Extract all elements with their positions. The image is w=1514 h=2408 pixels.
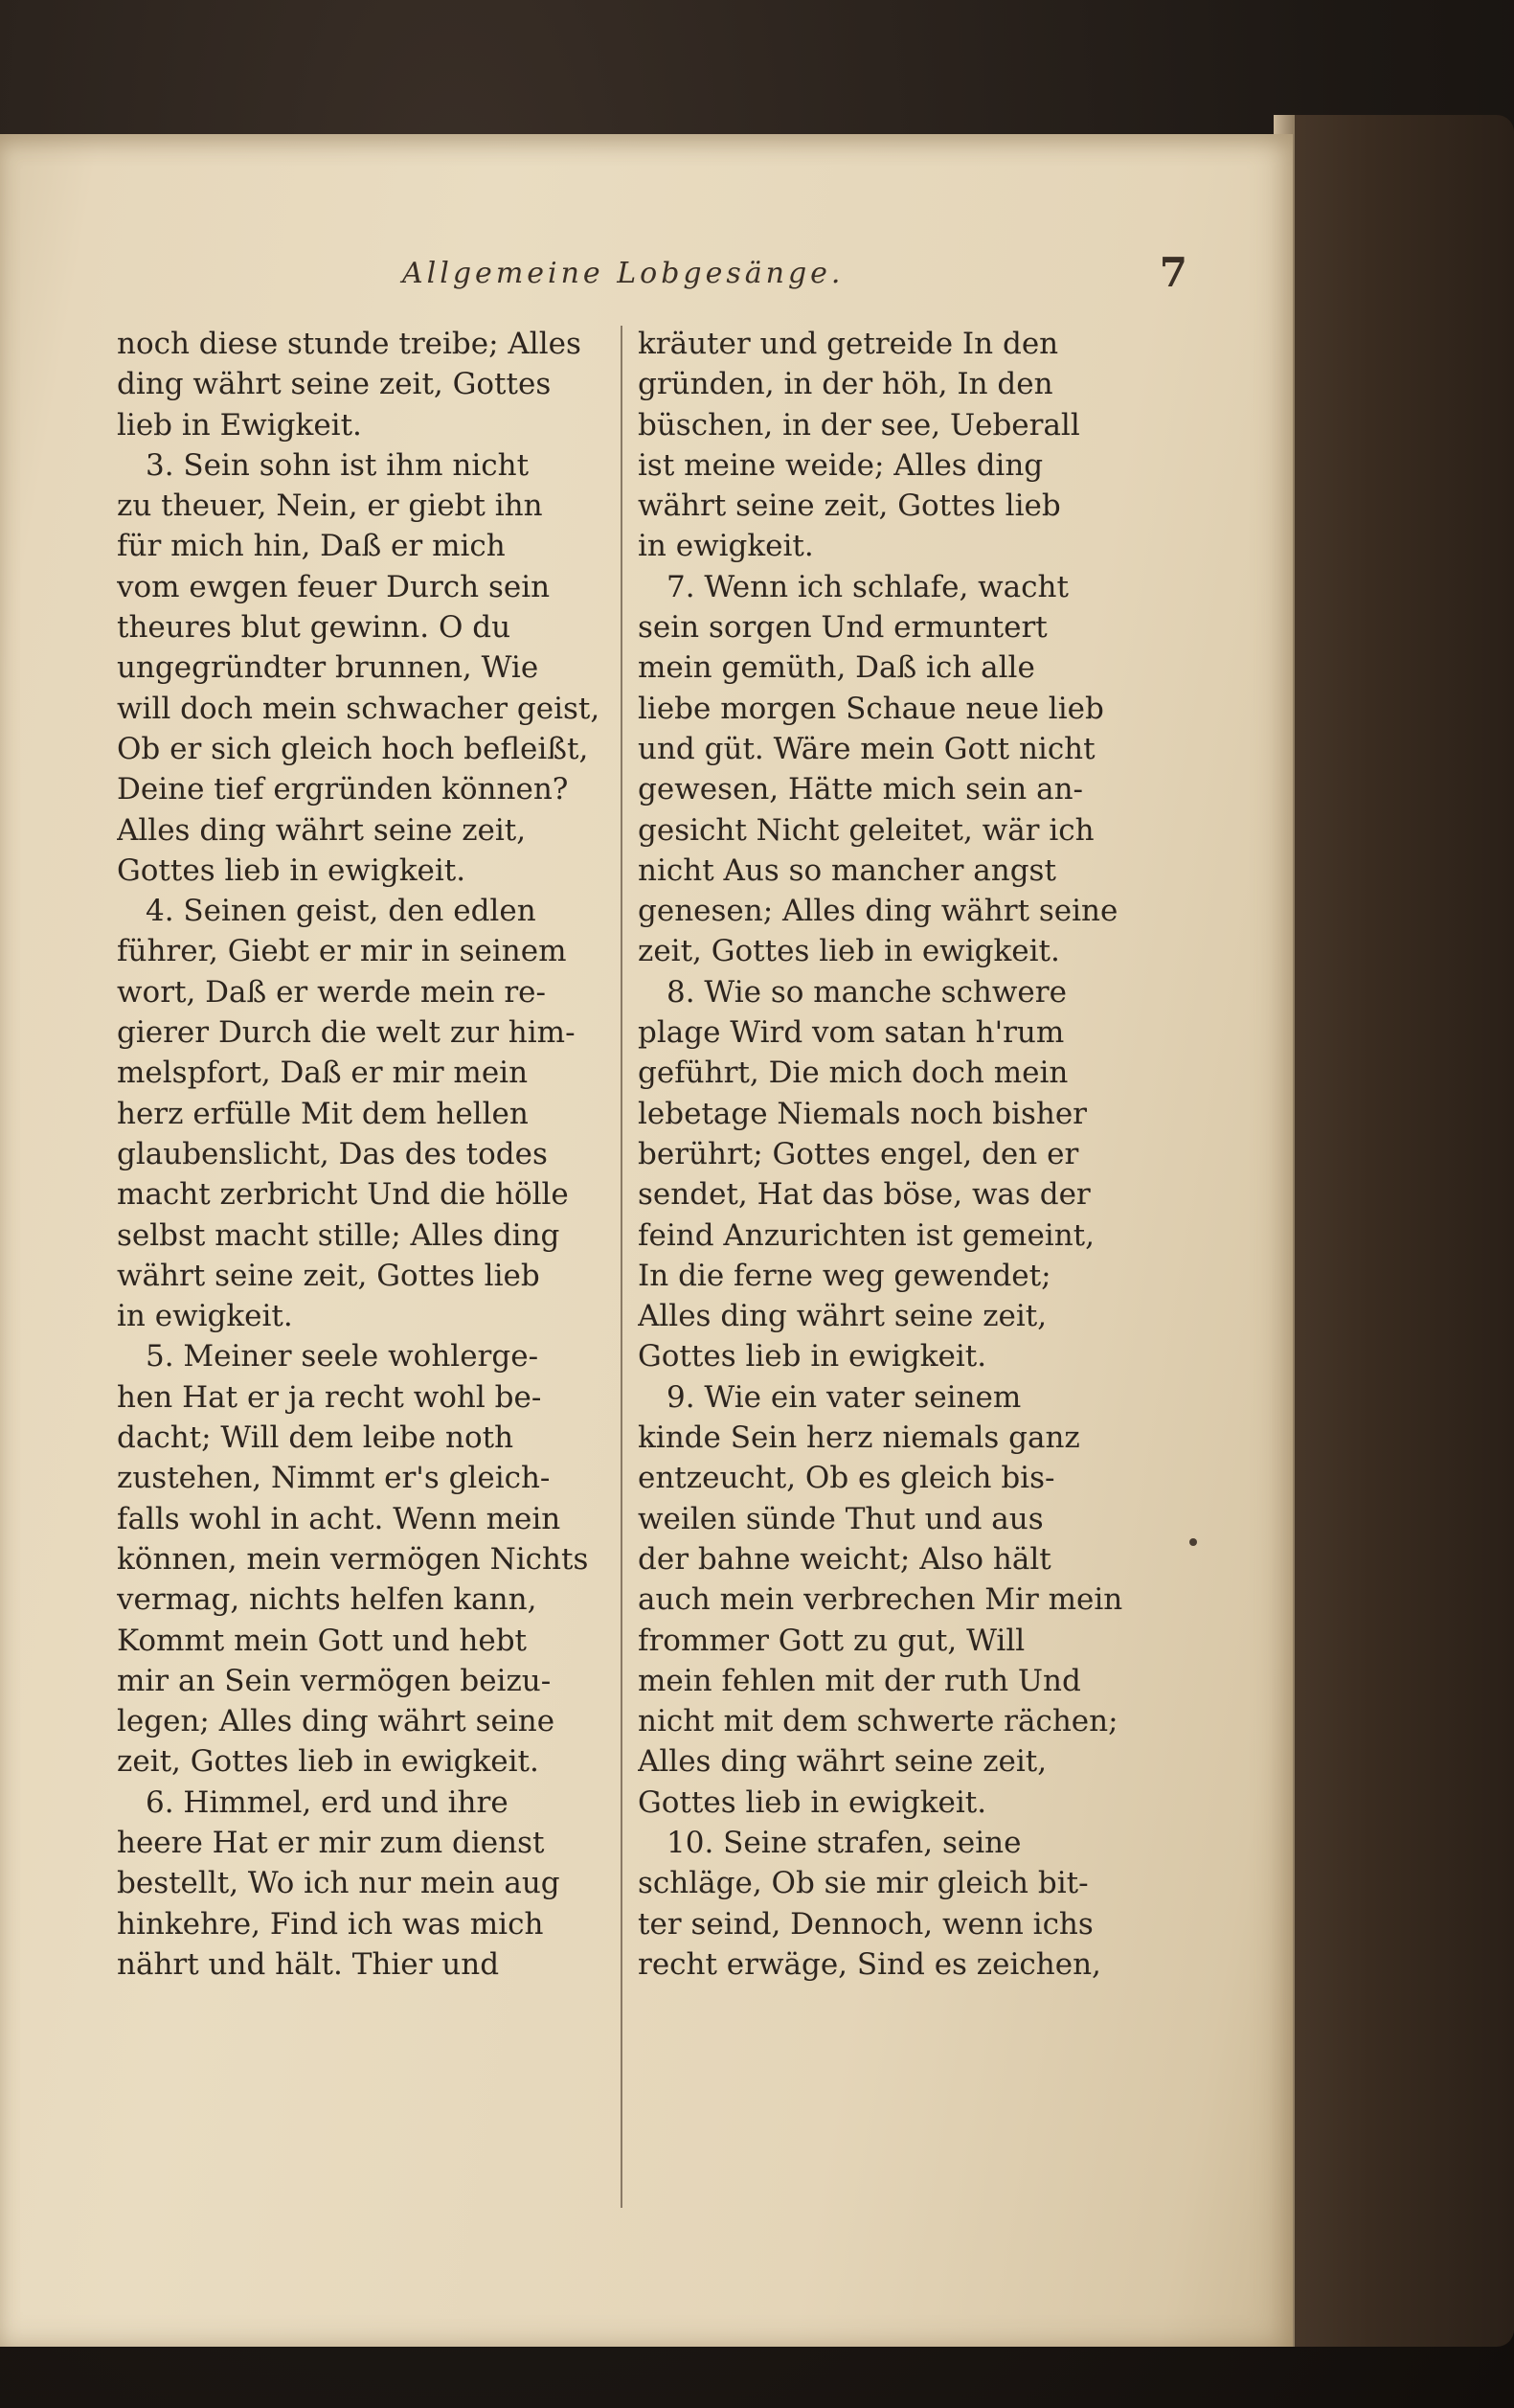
text-line: mir an Sein vermögen beizu- — [117, 1663, 552, 1698]
text-line: lebetage Niemals noch bisher — [638, 1096, 1087, 1131]
text-line: auch mein verbrechen Mir mein — [638, 1582, 1123, 1618]
text-line: Gottes lieb in ewigkeit. — [638, 1784, 987, 1820]
text-line: ter seind, Dennoch, wenn ichs — [638, 1906, 1094, 1942]
text-line: gesicht Nicht geleitet, wär ich — [638, 812, 1095, 848]
text-line: Alles ding währt seine zeit, — [638, 1299, 1048, 1334]
text-line: dacht; Will dem leibe noth — [117, 1420, 514, 1456]
text-line: können, mein vermögen Nichts — [117, 1541, 589, 1577]
text-line: und güt. Wäre mein Gott nicht — [638, 731, 1096, 766]
text-line: 9. Wie ein vater seinem — [667, 1379, 1022, 1415]
text-line: In die ferne weg gewendet; — [638, 1258, 1051, 1293]
text-line: entzeucht, Ob es gleich bis- — [638, 1461, 1055, 1496]
text-line: 7. Wenn ich schlafe, wacht — [667, 569, 1069, 604]
text-line: der bahne weicht; Also hält — [638, 1541, 1051, 1577]
ink-speck — [1189, 1538, 1197, 1546]
text-line: kinde Sein herz niemals ganz — [638, 1420, 1080, 1456]
text-line: theures blut gewinn. O du — [117, 610, 511, 646]
text-line: für mich hin, Daß er mich — [117, 529, 506, 564]
text-line: Alles ding währt seine zeit, — [638, 1744, 1048, 1780]
text-line: Gottes lieb in ewigkeit. — [638, 1339, 987, 1374]
page-number: 7 — [1159, 249, 1187, 296]
text-line: legen; Alles ding währt seine — [117, 1704, 555, 1739]
page-header — [402, 249, 1187, 297]
text-line: 8. Wie so manche schwere — [667, 974, 1067, 1010]
text-line: weilen sünde Thut und aus — [638, 1501, 1044, 1536]
text-line: hinkehre, Find ich was mich — [117, 1906, 544, 1942]
text-line: Alles ding währt seine zeit, — [117, 812, 527, 848]
text-line: zu theuer, Nein, er giebt ihn — [117, 488, 543, 524]
text-line: zustehen, Nimmt er's gleich- — [117, 1461, 551, 1496]
text-line: selbst macht stille; Alles ding — [117, 1217, 560, 1253]
text-line: vom ewgen feuer Durch sein — [117, 569, 551, 604]
text-line: glaubenslicht, Das des todes — [117, 1136, 548, 1171]
text-line: nicht mit dem schwerte rächen; — [638, 1704, 1119, 1739]
text-line: falls wohl in acht. Wenn mein — [117, 1501, 561, 1536]
text-line: ungegründter brunnen, Wie — [117, 650, 539, 686]
text-line: 6. Himmel, erd und ihre — [146, 1784, 508, 1820]
text-line: melspfort, Daß er mir mein — [117, 1056, 529, 1091]
text-line: gierer Durch die welt zur him- — [117, 1015, 576, 1051]
text-line: währt seine zeit, Gottes lieb — [117, 1258, 540, 1293]
text-line: hen Hat er ja recht wohl be- — [117, 1379, 542, 1415]
text-line: mein gemüth, Daß ich alle — [638, 650, 1035, 686]
text-line: sein sorgen Und ermuntert — [638, 610, 1048, 646]
text-line: ding währt seine zeit, Gottes — [117, 367, 552, 402]
text-line: vermag, nichts helfen kann, — [117, 1582, 537, 1618]
text-line: kräuter und getreide In den — [638, 327, 1059, 361]
text-line: Kommt mein Gott und hebt — [117, 1623, 528, 1658]
text-line: noch diese stunde treibe; Alles — [117, 327, 581, 361]
text-line: geführt, Die mich doch mein — [638, 1056, 1069, 1091]
text-line: zeit, Gottes lieb in ewigkeit. — [117, 1744, 539, 1780]
text-line: währt seine zeit, Gottes lieb — [638, 488, 1061, 524]
text-line: gewesen, Hätte mich sein an- — [638, 772, 1084, 807]
text-line: lieb in Ewigkeit. — [117, 407, 362, 443]
text-line: berührt; Gottes engel, den er — [638, 1136, 1079, 1171]
text-line: genesen; Alles ding währt seine — [638, 894, 1119, 929]
text-line: mein fehlen mit der ruth Und — [638, 1663, 1081, 1698]
text-line: feind Anzurichten ist gemeint, — [638, 1217, 1095, 1253]
running-title: Allgemeine Lobgesänge. — [402, 257, 845, 290]
right-column — [638, 324, 1136, 1985]
text-line: recht erwäge, Sind es zeichen, — [638, 1946, 1101, 1982]
text-line: nicht Aus so mancher angst — [638, 852, 1056, 888]
column-divider — [621, 326, 622, 2208]
text-line: büschen, in der see, Ueberall — [638, 407, 1080, 443]
left-column — [117, 324, 615, 1985]
book-page — [0, 134, 1293, 2347]
text-line: in ewigkeit. — [638, 529, 814, 564]
text-line: 3. Sein sohn ist ihm nicht — [146, 447, 530, 483]
text-line: macht zerbricht Und die hölle — [117, 1177, 569, 1213]
text-line: liebe morgen Schaue neue lieb — [638, 691, 1104, 726]
text-line: in ewigkeit. — [117, 1299, 293, 1334]
text-line: Deine tief ergründen können? — [117, 772, 569, 807]
text-line: schläge, Ob sie mir gleich bit- — [638, 1866, 1089, 1901]
text-line: sendet, Hat das böse, was der — [638, 1177, 1091, 1213]
text-line: Gottes lieb in ewigkeit. — [117, 852, 466, 888]
text-line: frommer Gott zu gut, Will — [638, 1623, 1026, 1658]
text-line: herz erfülle Mit dem hellen — [117, 1096, 529, 1131]
book-cover-edge — [1274, 115, 1514, 2347]
text-line: 4. Seinen geist, den edlen — [146, 894, 536, 929]
text-line: 10. Seine strafen, seine — [667, 1825, 1022, 1860]
text-line: 5. Meiner seele wohlerge- — [146, 1339, 539, 1374]
text-line: führer, Giebt er mir in seinem — [117, 934, 567, 969]
text-line: Ob er sich gleich hoch befleißt, — [117, 731, 589, 766]
text-line: zeit, Gottes lieb in ewigkeit. — [638, 934, 1060, 969]
text-line: ist meine weide; Alles ding — [638, 447, 1044, 483]
text-line: nährt und hält. Thier und — [117, 1946, 500, 1982]
text-line: heere Hat er mir zum dienst — [117, 1825, 545, 1860]
text-line: will doch mein schwacher geist, — [117, 691, 600, 726]
text-line: gründen, in der höh, In den — [638, 367, 1053, 402]
text-line: wort, Daß er werde mein re- — [117, 974, 546, 1010]
text-line: bestellt, Wo ich nur mein aug — [117, 1866, 560, 1901]
text-line: plage Wird vom satan h'rum — [638, 1015, 1065, 1051]
